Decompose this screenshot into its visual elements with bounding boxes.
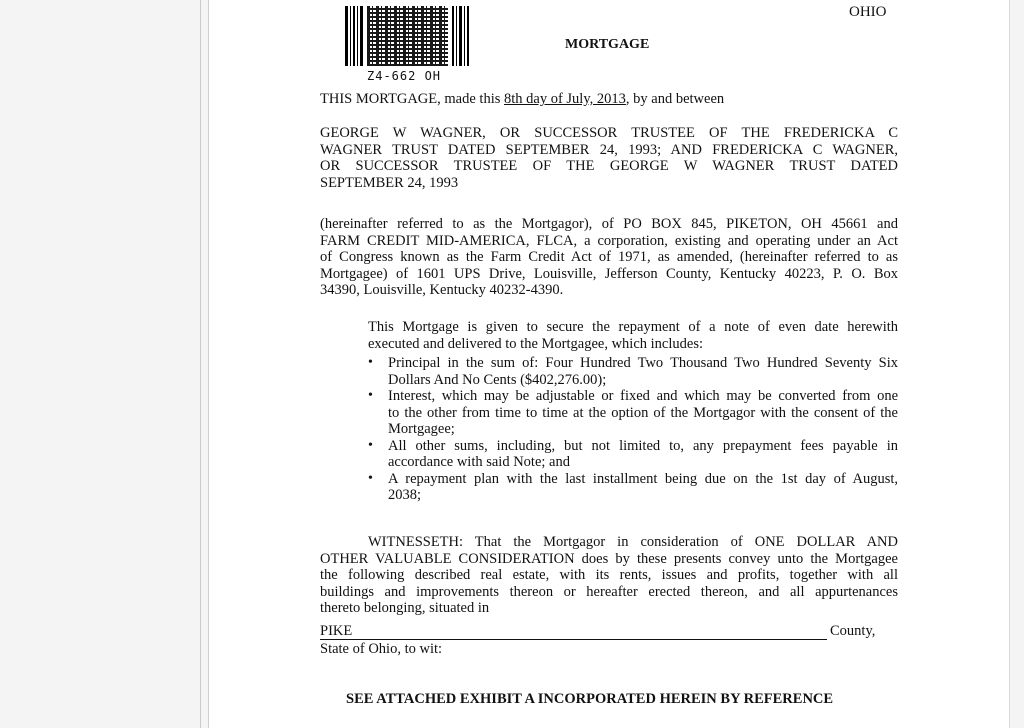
document-title: MORTGAGE [565,37,650,52]
paragraph-line: Mortgagee) of 1601 UPS Drive, Louisville, Jefferson County, Kentucky 40223, P. O. Box [320,265,898,282]
paragraph-line: executed and delivered to the Mortgagee, which includes: [368,335,703,352]
exhibit-reference: SEE ATTACHED EXHIBIT A INCORPORATED HEREIN BY REFERENCE [346,691,834,707]
secured-items-list [368,355,898,504]
paragraph-line: of Congress known as the Farm Credit Act of 1971, as amended, (hereinafter referred to as [320,249,898,265]
state-heading: OHIO [849,4,887,20]
list-item: • Principal in the sum of: Four Hundred Two Thousand Two Hundred Seventy Six Dollars And No Cents ($402,276.00); [368,355,898,388]
mortgagor-line: SEPTEMBER 24, 1993 [320,174,459,191]
mortgagor-line: GEORGE W WAGNER, OR SUCCESSOR TRUSTEE OF THE FREDERICKA C [320,125,898,141]
paragraph-line: the following described real estate, with its rents, issues and profits, together with all [320,567,898,583]
state-line: State of Ohio, to wit: [320,641,443,657]
mortgagor-names [320,125,898,191]
mortgage-date: 8th day of July, 2013 [504,91,626,107]
page-margin-line [200,0,201,728]
paragraph-line: 34390, Louisville, Kentucky 40232-4390. [320,282,564,298]
list-item: • Interest, which may be adjustable or fixed and which may be converted from one to the other from time to time at the option of the Mortgagor with the consent of the Mortgagee; [368,388,898,437]
paragraph-line: thereto belonging, situated in [320,600,490,616]
paragraph-line: buildings and improvements thereon or hereafter erected thereon, and all appurtenances [320,583,898,600]
bullet-icon: • [368,388,373,403]
paragraph-line: (hereinafter referred to as the Mortgagor), of PO BOX 845, PIKETON, OH 45661 and [320,216,898,232]
barcode-label: Z4-662 OH [367,69,442,83]
county-blank [320,623,827,640]
parties-paragraph [320,216,898,299]
bullet-icon: • [368,437,373,453]
county-label: County, [830,623,876,639]
barcode-image [345,6,469,66]
intro-line [320,91,724,108]
witnesseth-paragraph [320,534,898,617]
list-item: • A repayment plan with the last installment being due on the 1st day of August, 2038; [368,470,898,503]
intro-prefix: THIS MORTGAGE, made this [320,91,504,107]
intro-suffix: , by and between [625,91,725,107]
paragraph-line: WITNESSETH: That the Mortgagor in consideration of ONE DOLLAR AND [368,534,898,550]
paragraph-line: OTHER VALUABLE CONSIDERATION does by these presents convey unto the Mortgagee [320,550,898,567]
county-name: PIKE [320,623,353,639]
list-item: • All other sums, including, but not limited to, any prepayment fees payable in accordance with said Note; and [368,437,898,470]
bullet-icon: • [368,355,373,370]
paragraph-line: This Mortgage is given to secure the repayment of a note of even date herewith [368,319,898,335]
mortgagor-line: WAGNER TRUST DATED SEPTEMBER 24, 1993; AND FREDERICKA C WAGNER, [320,141,898,158]
bullet-icon: • [368,470,373,486]
mortgagor-line: OR SUCCESSOR TRUSTEE OF THE GEORGE W WAGNER TRUST DATED [320,158,898,174]
secure-paragraph [368,319,898,352]
paragraph-line: FARM CREDIT MID-AMERICA, FLCA, a corporation, existing and operating under an Act [320,232,898,249]
